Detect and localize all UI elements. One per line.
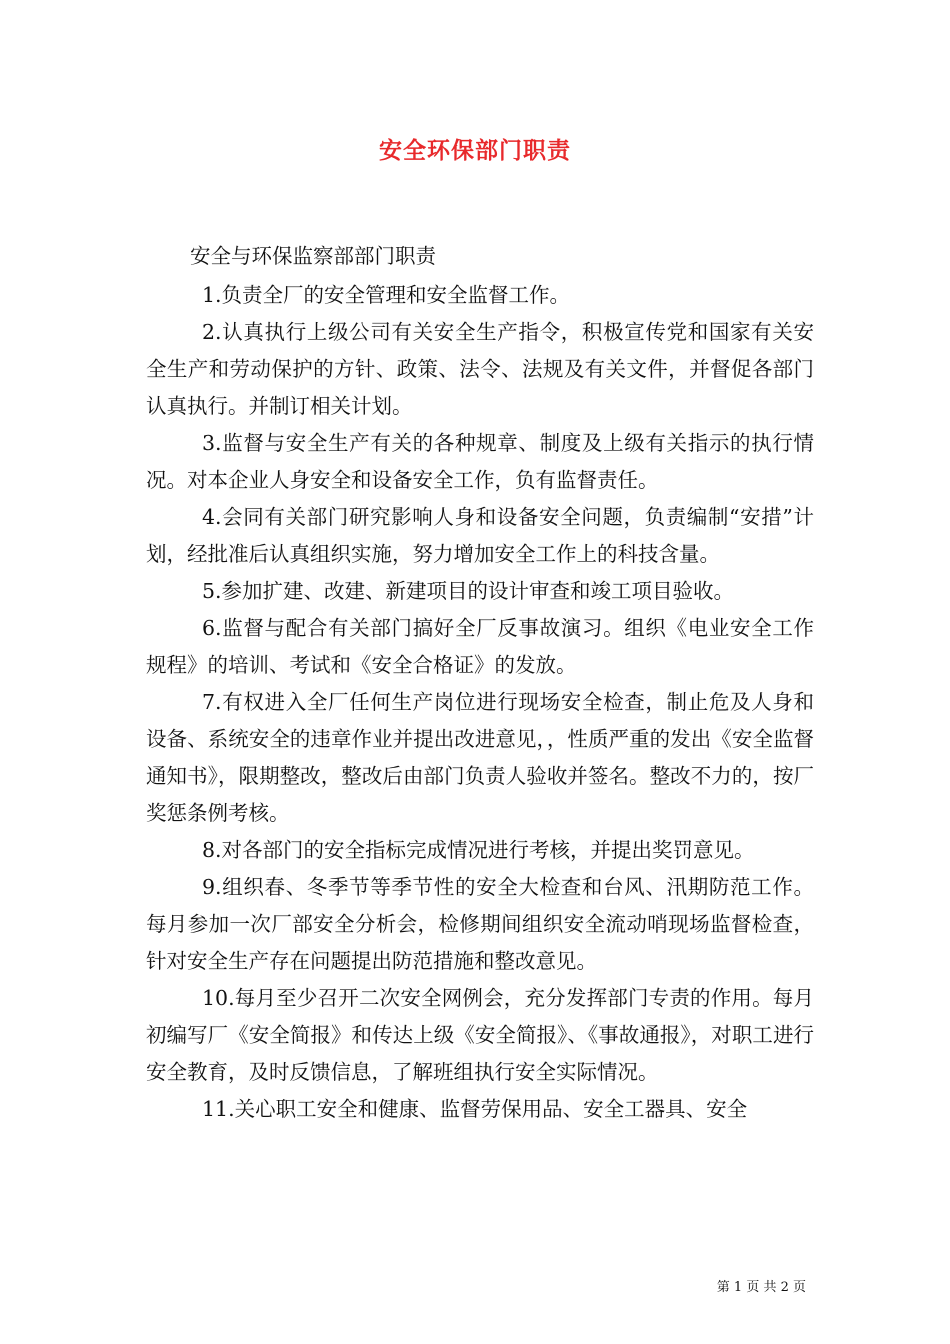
duty-item-2: 2.认真执行上级公司有关安全生产指令，积极宣传党和国家有关安全生产和劳动保护的方针、政策、法令、法规及有关文件，并督促各部门认真执行。并制订相关计划。 (146, 320, 814, 418)
duty-item-7: 7.有权进入全厂任何生产岗位进行现场安全检查，制止危及人身和设备、系统安全的违章作业并提出改进意见，，性质严重的发出《安全监督通知书》，限期整改，整改后由部门负责人验收并签名。整改不力的，按厂奖惩条例考核。 (146, 690, 814, 825)
section-subtitle: 安全与环保监察部部门职责 (190, 244, 436, 268)
duty-item-1: 1.负责全厂的安全管理和安全监督工作。 (202, 283, 571, 307)
duty-item-8: 8.对各部门的安全指标完成情况进行考核，并提出奖罚意见。 (202, 838, 755, 862)
duty-item-5: 5.参加扩建、改建、新建项目的设计审查和竣工项目验收。 (202, 579, 735, 603)
document-body (146, 238, 814, 1128)
document-title: 安全环保部门职责 (379, 137, 571, 164)
duty-item-3: 3.监督与安全生产有关的各种规章、制度及上级有关指示的执行情况。对本企业人身安全和设备安全工作，负有监督责任。 (146, 431, 814, 492)
page-number: 第 1 页 共 2 页 (716, 1280, 806, 1295)
duty-item-6: 6.监督与配合有关部门搞好全厂反事故演习。组织《电业安全工作规程》的培训、考试和《安全合格证》的发放。 (146, 616, 814, 677)
duty-item-10: 10.每月至少召开二次安全网例会，充分发挥部门专责的作用。每月初编写厂《安全简报》和传达上级《安全简报》、《事故通报》，对职工进行安全教育，及时反馈信息，了解班组执行安全实际情况。 (146, 986, 814, 1084)
duty-item-9: 9.组织春、冬季节等季节性的安全大检查和台风、汛期防范工作。每月参加一次厂部安全分析会，检修期间组织安全流动哨现场监督检查，针对安全生产存在问题提出防范措施和整改意见。 (146, 875, 814, 973)
duty-item-11: 11.关心职工安全和健康、监督劳保用品、安全工器具、安全 (202, 1097, 748, 1121)
duty-item-4: 4.会同有关部门研究影响人身和设备安全问题，负责编制“安措”计划，经批准后认真组织实施，努力增加安全工作上的科技含量。 (146, 505, 814, 566)
